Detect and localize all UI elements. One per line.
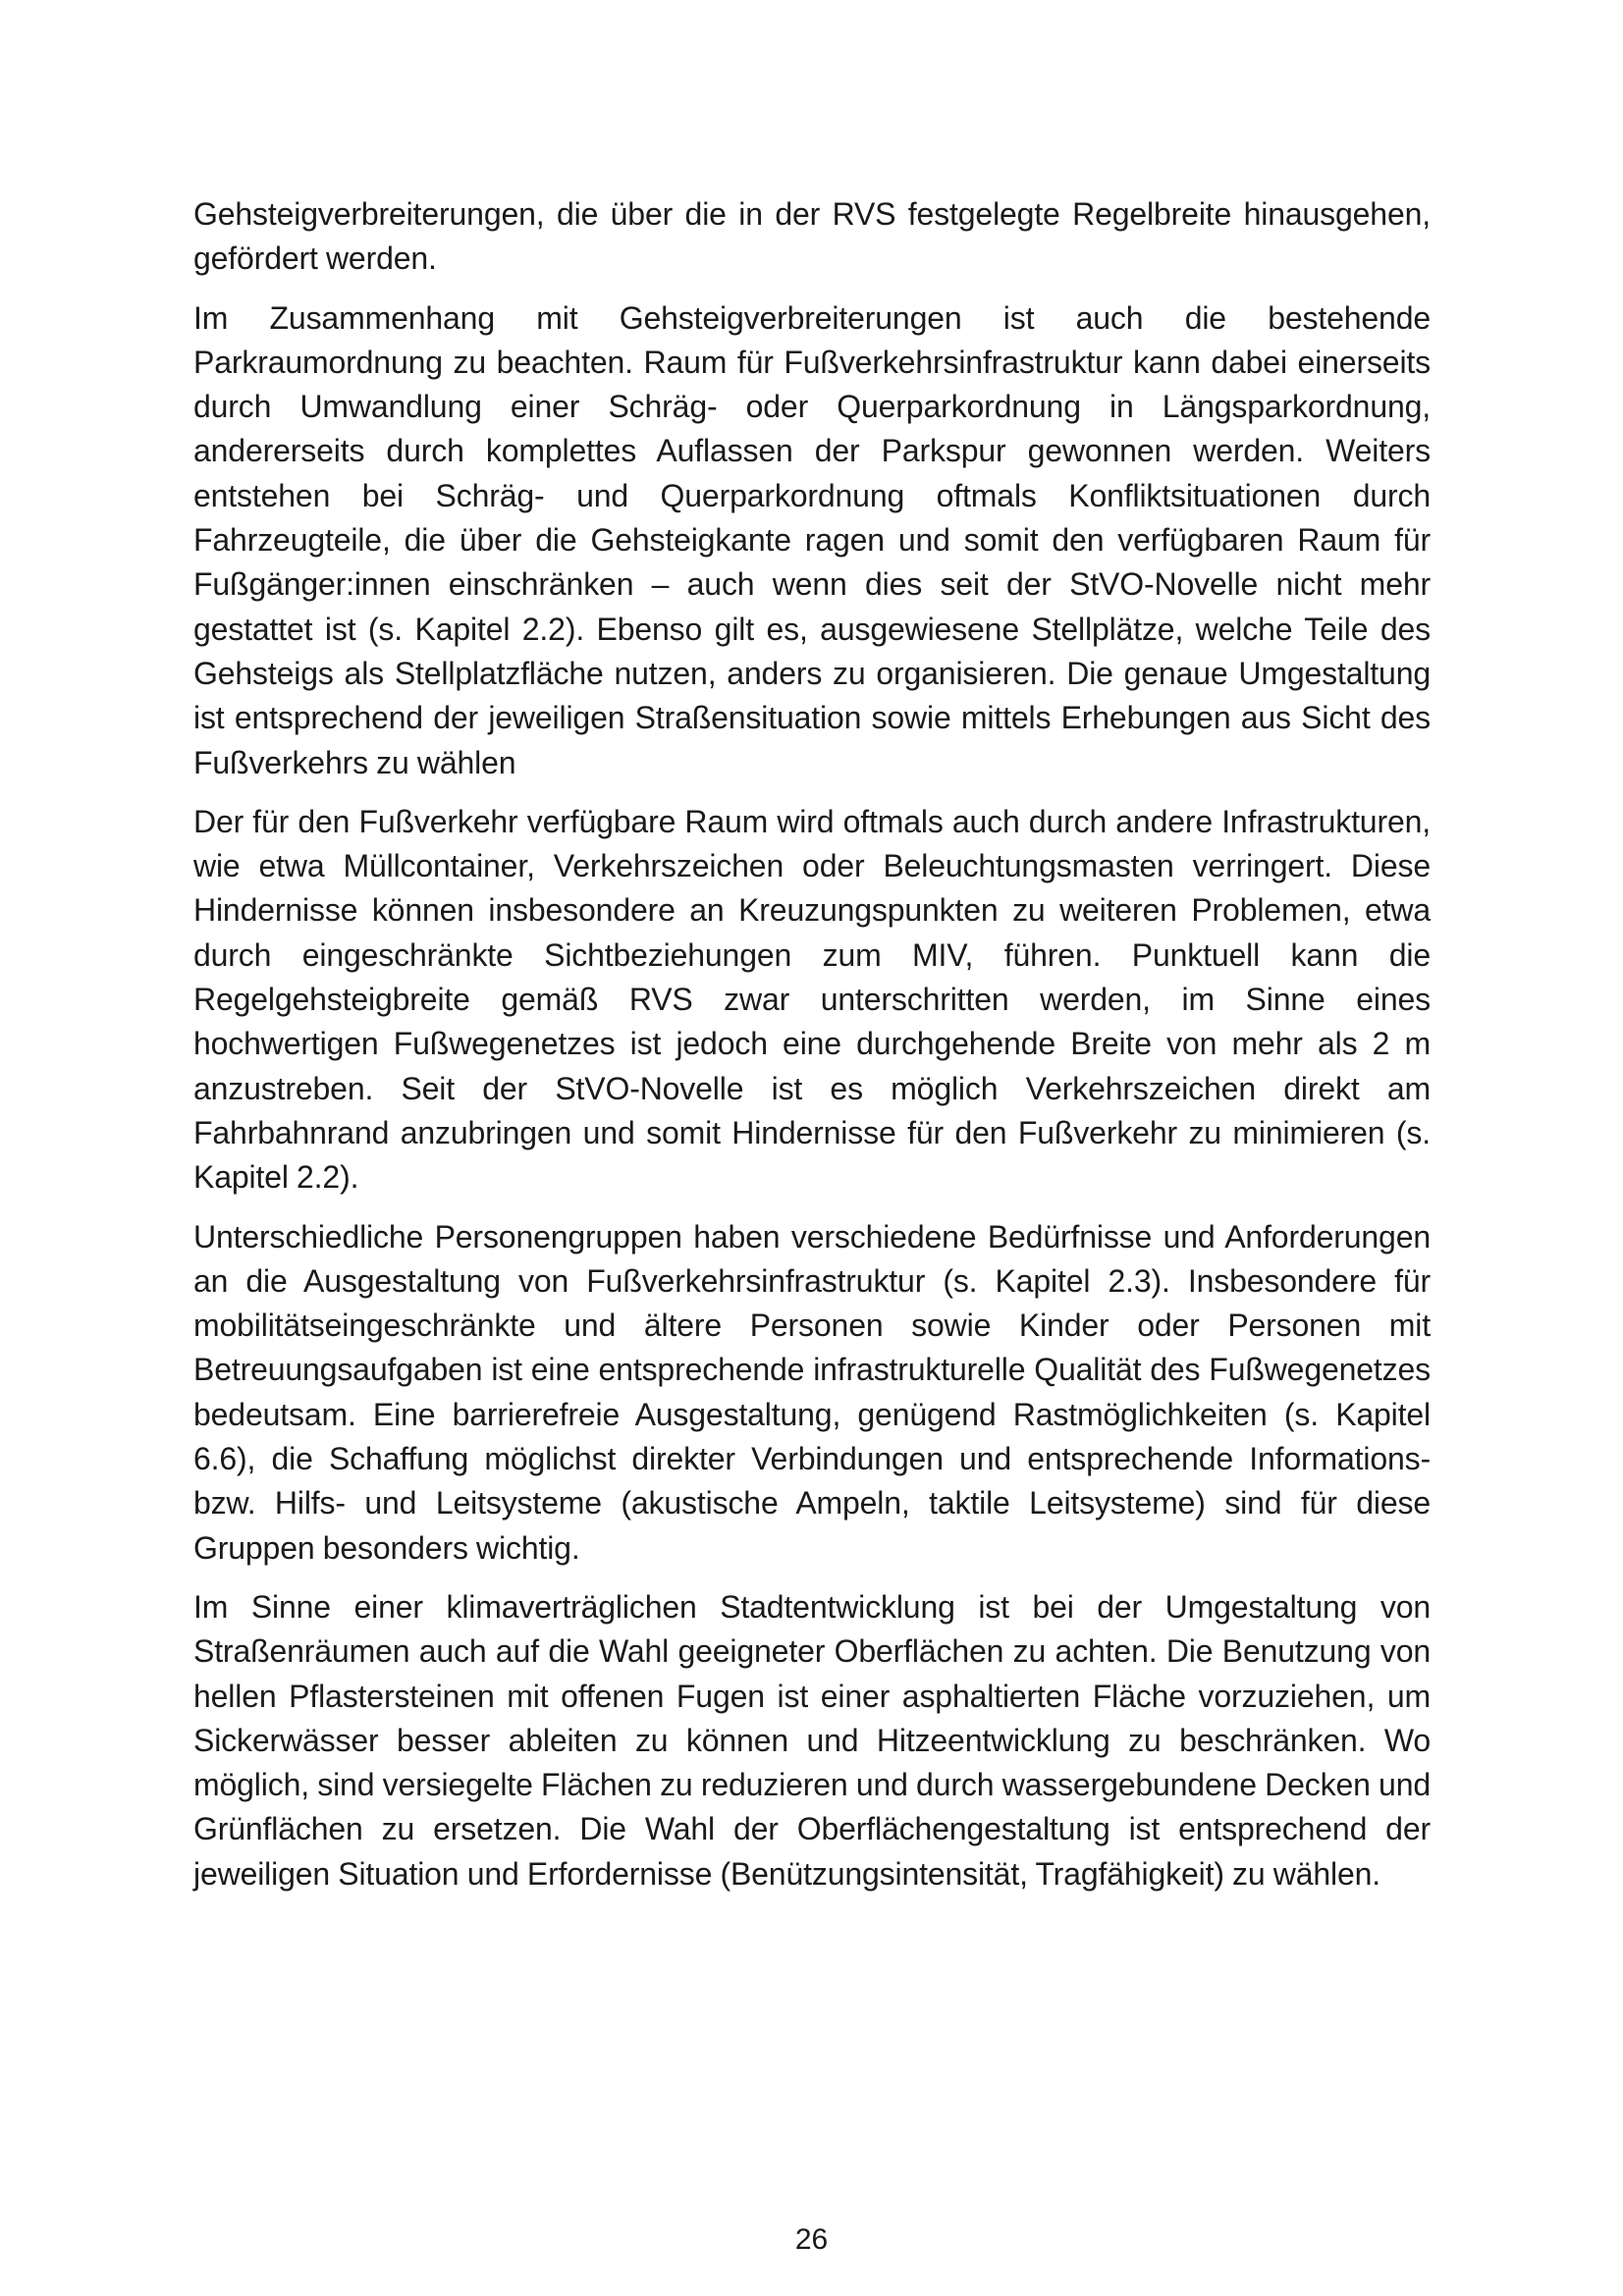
paragraph-personengruppen: Unterschiedliche Personengruppen haben verschiedene Bedürfnisse und Anforderungen an die Ausgestaltung von Fußverkehrsinfrastruktur (s. Kapitel 2.3). Insbesondere für mobilitätseingeschränkte und ältere Personen sowie Kinder oder Personen mit Betreuungsaufgaben ist eine entsprechende infrastrukturelle Qualität des Fußwegenetzes bedeutsam. Eine barrierefreie Ausgestaltung, genügend Rastmöglichkeiten (s. Kapitel 6.6), die Schaffung möglichst direkter Verbindungen und entsprechende Informations- bzw. Hilfs- und Leitsysteme (akustische Ampeln, taktile Leitsysteme) sind für diese Gruppen besonders wichtig. (193, 1218, 1431, 1566)
paragraph-hindernisse: Der für den Fußverkehr verfügbare Raum wird oftmals auch durch andere Infrastrukturen, wie etwa Müllcontainer, Verkehrszeichen oder Beleuchtungsmasten verringert. Diese Hindernisse können insbesondere an Kreuzungspunkten zu weiteren Problemen, etwa durch eingeschränkte Sichtbeziehungen zum MIV, führen. Punktuell kann die Regelgehsteigbreite gemäß RVS zwar unterschritten werden, im Sinne eines hochwertigen Fußwegenetzes ist jedoch eine durchgehende Breite von mehr als 2 m anzustreben. Seit der StVO-Novelle ist es möglich Verkehrszeichen direkt am Fahrbahnrand anzubringen und somit Hindernisse für den Fußverkehr zu minimieren (s. Kapitel 2.2). (193, 803, 1431, 1196)
paragraph-oberflaechen: Im Sinne einer klimaverträglichen Stadtentwicklung ist bei der Umgestaltung von Straßenräumen auch auf die Wahl geeigneter Oberflächen zu achten. Die Benutzung von hellen Pflastersteinen mit offenen Fugen ist einer asphaltierten Fläche vorzuziehen, um Sickerwässer besser ableiten zu können und Hitzeentwicklung zu beschränken. Wo möglich, sind versiegelte Flächen zu reduzieren und durch wassergebundene Decken und Grünflächen zu ersetzen. Die Wahl der Oberflächengestaltung ist entsprechend der jeweiligen Situation und Erfordernisse (Benützungsintensität, Tragfähigkeit) zu wählen. (193, 1588, 1431, 1892)
paragraph-parkraumordnung: Im Zusammenhang mit Gehsteigverbreiterungen ist auch die bestehende Parkraumordnung zu beachten. Raum für Fußverkehrsinfrastruktur kann dabei einerseits durch Umwandlung einer Schräg- oder Querparkordnung in Längsparkordnung, andererseits durch komplettes Auflassen der Parkspur gewonnen werden. Weiters entstehen bei Schräg- und Querparkordnung oftmals Konfliktsituationen durch Fahrzeugteile, die über die Gehsteigkante ragen und somit den verfügbaren Raum für Fußgänger:innen einschränken – auch wenn dies seit der StVO-Novelle nicht mehr gestattet ist (s. Kapitel 2.2). Ebenso gilt es, ausgewiesene Stellplätze, welche Teile des Gehsteigs als Stellplatzfläche nutzen, anders zu organisieren. Die genaue Umgestaltung ist entsprechend der jeweiligen Straßensituation sowie mittels Erhebungen aus Sicht des Fußverkehrs zu wählen (193, 299, 1431, 780)
body-text (193, 192, 1431, 1911)
page-number: 26 (794, 2223, 829, 2256)
paragraph-gehsteigverbreiterungen: Gehsteigverbreiterungen, die über die in der RVS festgelegte Regelbreite hinausgehen, gefördert werden. (193, 196, 1431, 277)
